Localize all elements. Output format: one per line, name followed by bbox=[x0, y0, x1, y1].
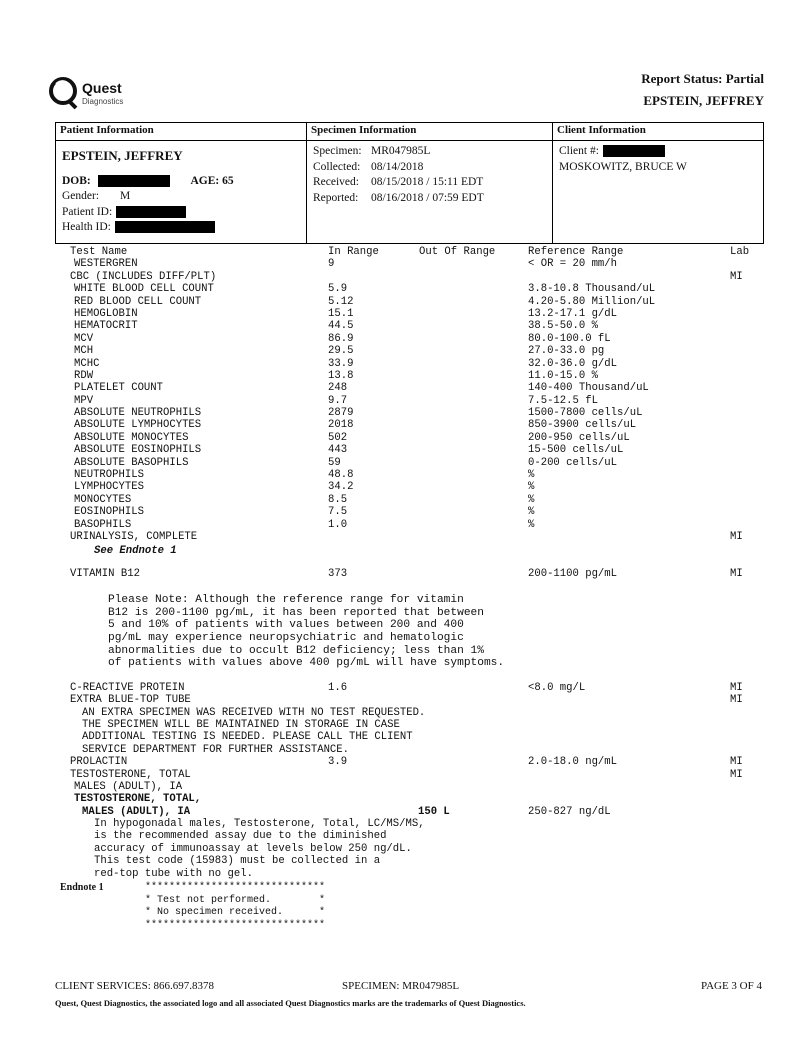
test-reference: 0-200 cells/uL bbox=[528, 456, 618, 469]
table-row bbox=[70, 568, 770, 580]
note-line: ADDITIONAL TESTING IS NEEDED. PLEASE CALL THE CLIENT bbox=[82, 731, 413, 744]
table-row bbox=[70, 370, 770, 382]
test-value: 7.5 bbox=[328, 506, 348, 519]
specimen-id: MR047985L bbox=[371, 145, 431, 157]
table-row bbox=[70, 419, 770, 431]
test-reference: 4.20-5.80 Million/uL bbox=[528, 295, 656, 308]
test-reference: 250-827 ng/dL bbox=[528, 805, 611, 818]
test-reference: 3.8-10.8 Thousand/uL bbox=[528, 283, 656, 296]
test-reference: 850-3900 cells/uL bbox=[528, 419, 637, 432]
test-name: PLATELET COUNT bbox=[74, 382, 164, 395]
redacted-patient-id bbox=[116, 206, 186, 218]
quest-logo bbox=[48, 76, 178, 112]
test-name: TESTOSTERONE, TOTAL bbox=[70, 768, 191, 781]
col-reference: Reference Range bbox=[528, 246, 624, 258]
test-reference: 140-400 Thousand/uL bbox=[528, 382, 649, 395]
results-rows bbox=[70, 258, 770, 543]
note-line: THE SPECIMEN WILL BE MAINTAINED IN STORAGE IN CASE bbox=[82, 718, 400, 731]
dob-label: DOB: bbox=[62, 174, 91, 187]
collected-label: Collected: bbox=[313, 160, 361, 173]
test-name: WESTERGREN bbox=[74, 258, 138, 271]
test-name: MCHC bbox=[74, 357, 100, 370]
health-id-label: Health ID: bbox=[62, 221, 111, 233]
endnote-line: * No specimen received. * bbox=[145, 907, 326, 918]
test-reference: 32.0-36.0 g/dL bbox=[528, 357, 618, 370]
table-row bbox=[70, 258, 770, 270]
test-name: EOSINOPHILS bbox=[74, 506, 144, 519]
b12-note bbox=[70, 594, 770, 670]
test-name: RDW bbox=[74, 369, 94, 382]
table-row bbox=[70, 296, 770, 308]
test-name: TESTOSTERONE, TOTAL, bbox=[74, 793, 202, 806]
test-value: 5.9 bbox=[328, 283, 348, 296]
see-endnote: See Endnote 1 bbox=[94, 545, 177, 558]
test-value: 9 bbox=[328, 258, 335, 271]
test-name: NEUTROPHILS bbox=[74, 469, 144, 482]
test-lab: MI bbox=[730, 694, 743, 707]
test-reference: <8.0 mg/L bbox=[528, 681, 586, 694]
table-row bbox=[70, 432, 770, 444]
test-name: CBC (INCLUDES DIFF/PLT) bbox=[70, 270, 217, 283]
logo-subtitle: Diagnostics bbox=[82, 97, 124, 106]
test-name: ABSOLUTE LYMPHOCYTES bbox=[74, 419, 202, 432]
table-row bbox=[70, 682, 770, 694]
test-reference: 7.5-12.5 fL bbox=[528, 394, 598, 407]
test-reference: 27.0-33.0 pg bbox=[528, 345, 605, 358]
test-value: 2879 bbox=[328, 407, 354, 420]
test-name: ABSOLUTE MONOCYTES bbox=[74, 431, 189, 444]
test-name: EXTRA BLUE-TOP TUBE bbox=[70, 694, 191, 707]
test-value: 29.5 bbox=[328, 345, 354, 358]
table-row bbox=[70, 793, 770, 805]
test-value: 15.1 bbox=[328, 307, 354, 320]
test-value: 373 bbox=[328, 567, 348, 580]
testosterone-note bbox=[70, 818, 770, 880]
note-line: red-top tube with no gel. bbox=[94, 867, 253, 880]
table-row bbox=[70, 781, 770, 793]
reported-date: 08/16/2018 / 07:59 EDT bbox=[371, 191, 484, 204]
table-row bbox=[70, 806, 770, 818]
col-test-name: Test Name bbox=[70, 246, 128, 258]
test-name: URINALYSIS, COMPLETE bbox=[70, 530, 198, 543]
table-row bbox=[70, 407, 770, 419]
note-line: of patients with values above 400 pg/mL will have symptoms. bbox=[108, 657, 505, 670]
test-reference: 200-1100 pg/mL bbox=[528, 567, 618, 580]
extra-note bbox=[70, 707, 770, 757]
table-row bbox=[70, 444, 770, 456]
test-lab: MI bbox=[730, 530, 743, 543]
col-in-range: In Range bbox=[328, 246, 379, 258]
table-row bbox=[70, 395, 770, 407]
table-row bbox=[70, 333, 770, 345]
col-out-range: Out Of Range bbox=[419, 246, 496, 258]
table-row bbox=[70, 531, 770, 543]
test-subname: MALES (ADULT), IA bbox=[82, 805, 191, 818]
info-table bbox=[55, 122, 764, 244]
test-reference: 1500-7800 cells/uL bbox=[528, 407, 643, 420]
see-endnote-row bbox=[70, 545, 770, 557]
test-name: C-REACTIVE PROTEIN bbox=[70, 681, 185, 694]
col-lab: Lab bbox=[730, 246, 750, 258]
test-reference: 38.5-50.0 % bbox=[528, 320, 598, 333]
trademark-notice: Quest, Quest Diagnostics, the associated logo and all associated Quest Diagnostics marks are the trademarks of Quest Diagnostics. bbox=[55, 998, 526, 1008]
test-lab: MI bbox=[730, 567, 743, 580]
test-name: MCH bbox=[74, 345, 94, 358]
redacted-client-id bbox=[603, 145, 665, 157]
test-reference: 2.0-18.0 ng/mL bbox=[528, 756, 618, 769]
endnote-label: Endnote 1 bbox=[60, 882, 104, 893]
test-name: LYMPHOCYTES bbox=[74, 481, 144, 494]
test-reference: % bbox=[528, 469, 535, 482]
header-patient-name: EPSTEIN, JEFFREY bbox=[643, 93, 764, 108]
test-name: ABSOLUTE BASOPHILS bbox=[74, 456, 189, 469]
page-number: PAGE 3 OF 4 bbox=[700, 980, 762, 992]
test-reference: 80.0-100.0 fL bbox=[528, 332, 611, 345]
endnote-line: ****************************** bbox=[145, 919, 326, 931]
endnote-line: ****************************** bbox=[145, 882, 326, 893]
note-line: abnormalities due to occult B12 deficiency; less than 1% bbox=[108, 644, 484, 657]
test-lab: MI bbox=[730, 270, 743, 283]
note-line: B12 is 200-1100 pg/mL, it has been reported that between bbox=[108, 606, 484, 619]
table-row bbox=[70, 769, 770, 781]
test-value: 9.7 bbox=[328, 394, 348, 407]
client-info bbox=[553, 123, 763, 243]
test-reference: 200-950 cells/uL bbox=[528, 431, 630, 444]
received-date: 08/15/2018 / 15:11 EDT bbox=[371, 176, 484, 188]
test-name: ABSOLUTE NEUTROPHILS bbox=[74, 407, 202, 420]
table-row bbox=[70, 283, 770, 295]
patient-info bbox=[56, 123, 307, 243]
test-value: 59 bbox=[328, 456, 341, 469]
table-row bbox=[70, 308, 770, 320]
test-name: MONOCYTES bbox=[74, 493, 132, 506]
endnote-line: * Test not performed. * bbox=[145, 894, 326, 906]
test-value: 48.8 bbox=[328, 469, 354, 482]
redacted-dob bbox=[98, 175, 170, 187]
note-line: is the recommended assay due to the diminished bbox=[94, 830, 387, 843]
note-line: In hypogonadal males, Testosterone, Total, LC/MS/MS, bbox=[94, 818, 425, 831]
table-row bbox=[70, 382, 770, 394]
report-header bbox=[641, 68, 764, 112]
specimen-label: Specimen: bbox=[313, 145, 362, 157]
test-reference: 13.2-17.1 g/dL bbox=[528, 307, 618, 320]
note-line: SERVICE DEPARTMENT FOR FURTHER ASSISTANCE. bbox=[82, 743, 350, 756]
note-line: pg/mL may experience neuropsychiatric and hematologic bbox=[108, 631, 464, 644]
test-value: 2018 bbox=[328, 419, 354, 432]
footer-specimen: SPECIMEN: MR047985L bbox=[342, 980, 460, 992]
test-lab: MI bbox=[730, 768, 743, 781]
table-row bbox=[70, 519, 770, 531]
test-subname: MALES (ADULT), IA bbox=[74, 780, 183, 793]
table-row bbox=[70, 320, 770, 332]
test-reference: % bbox=[528, 518, 535, 531]
quest-logo-icon bbox=[48, 76, 78, 110]
test-value: 86.9 bbox=[328, 332, 354, 345]
test-value-out-of-range: 150 L bbox=[418, 805, 450, 818]
test-name: HEMATOCRIT bbox=[74, 320, 138, 333]
gender: M bbox=[120, 190, 131, 202]
patient-id-label: Patient ID: bbox=[62, 205, 113, 218]
note-line: This test code (15983) must be collected in a bbox=[94, 855, 381, 868]
patient-name: EPSTEIN, JEFFREY bbox=[62, 148, 183, 163]
redacted-health-id bbox=[115, 221, 215, 233]
test-value: 502 bbox=[328, 431, 348, 444]
table-row bbox=[70, 481, 770, 493]
test-name: ABSOLUTE EOSINOPHILS bbox=[74, 444, 202, 457]
test-name: RED BLOOD CELL COUNT bbox=[74, 295, 202, 308]
test-reference: % bbox=[528, 481, 535, 494]
note-line: AN EXTRA SPECIMEN WAS RECEIVED WITH NO TEST REQUESTED. bbox=[82, 706, 426, 719]
note-line: Please Note: Although the reference range for vitamin bbox=[108, 594, 464, 607]
table-row bbox=[70, 506, 770, 518]
table-row bbox=[70, 469, 770, 481]
test-name: MCV bbox=[74, 332, 94, 345]
test-reference: 11.0-15.0 % bbox=[528, 369, 598, 382]
results-section bbox=[70, 246, 770, 880]
collected-date: 08/14/2018 bbox=[371, 160, 424, 173]
test-value: 13.8 bbox=[328, 369, 354, 382]
test-name: PROLACTIN bbox=[70, 756, 128, 769]
reported-label: Reported: bbox=[313, 191, 359, 204]
table-row bbox=[70, 494, 770, 506]
test-name: HEMOGLOBIN bbox=[74, 307, 138, 320]
table-row bbox=[70, 271, 770, 283]
results-header-row bbox=[70, 246, 770, 258]
test-value: 44.5 bbox=[328, 320, 354, 333]
test-value: 34.2 bbox=[328, 481, 354, 494]
test-lab: MI bbox=[730, 756, 743, 769]
test-name: WHITE BLOOD CELL COUNT bbox=[74, 283, 214, 296]
specimen-info-header: Specimen Information bbox=[307, 123, 552, 141]
client-services: CLIENT SERVICES: 866.697.8378 bbox=[55, 980, 215, 992]
table-row bbox=[70, 358, 770, 370]
specimen-info bbox=[307, 123, 553, 243]
table-row bbox=[70, 345, 770, 357]
table-row bbox=[70, 457, 770, 469]
test-lab: MI bbox=[730, 681, 743, 694]
test-name: BASOPHILS bbox=[74, 518, 132, 531]
test-value: 3.9 bbox=[328, 756, 348, 769]
patient-info-header: Patient Information bbox=[56, 123, 306, 141]
test-reference: % bbox=[528, 493, 535, 506]
age: AGE: 65 bbox=[190, 174, 234, 187]
test-value: 5.12 bbox=[328, 295, 354, 308]
test-reference: < OR = 20 mm/h bbox=[528, 258, 618, 271]
client-info-header: Client Information bbox=[553, 123, 763, 141]
test-value: 33.9 bbox=[328, 357, 354, 370]
test-reference: 15-500 cells/uL bbox=[528, 444, 624, 457]
report-status: Report Status: Partial bbox=[641, 71, 764, 86]
logo-name: Quest bbox=[82, 80, 122, 96]
test-reference: % bbox=[528, 506, 535, 519]
note-line: accuracy of immunoassay at levels below 250 ng/dL. bbox=[94, 842, 412, 855]
received-label: Received: bbox=[313, 176, 359, 188]
note-line: 5 and 10% of patients with values between 200 and 400 bbox=[108, 619, 464, 632]
gender-label: Gender: bbox=[62, 190, 100, 202]
test-value: 1.6 bbox=[328, 681, 348, 694]
table-row bbox=[70, 756, 770, 768]
client-label: Client #: bbox=[559, 145, 599, 157]
test-name: VITAMIN B12 bbox=[70, 567, 140, 580]
test-value: 443 bbox=[328, 444, 348, 457]
test-value: 248 bbox=[328, 382, 348, 395]
table-row bbox=[70, 694, 770, 706]
test-name: MPV bbox=[74, 394, 94, 407]
test-value: 8.5 bbox=[328, 493, 348, 506]
test-value: 1.0 bbox=[328, 518, 348, 531]
endnote-box bbox=[145, 882, 325, 932]
client-doctor: MOSKOWITZ, BRUCE W bbox=[559, 160, 687, 173]
